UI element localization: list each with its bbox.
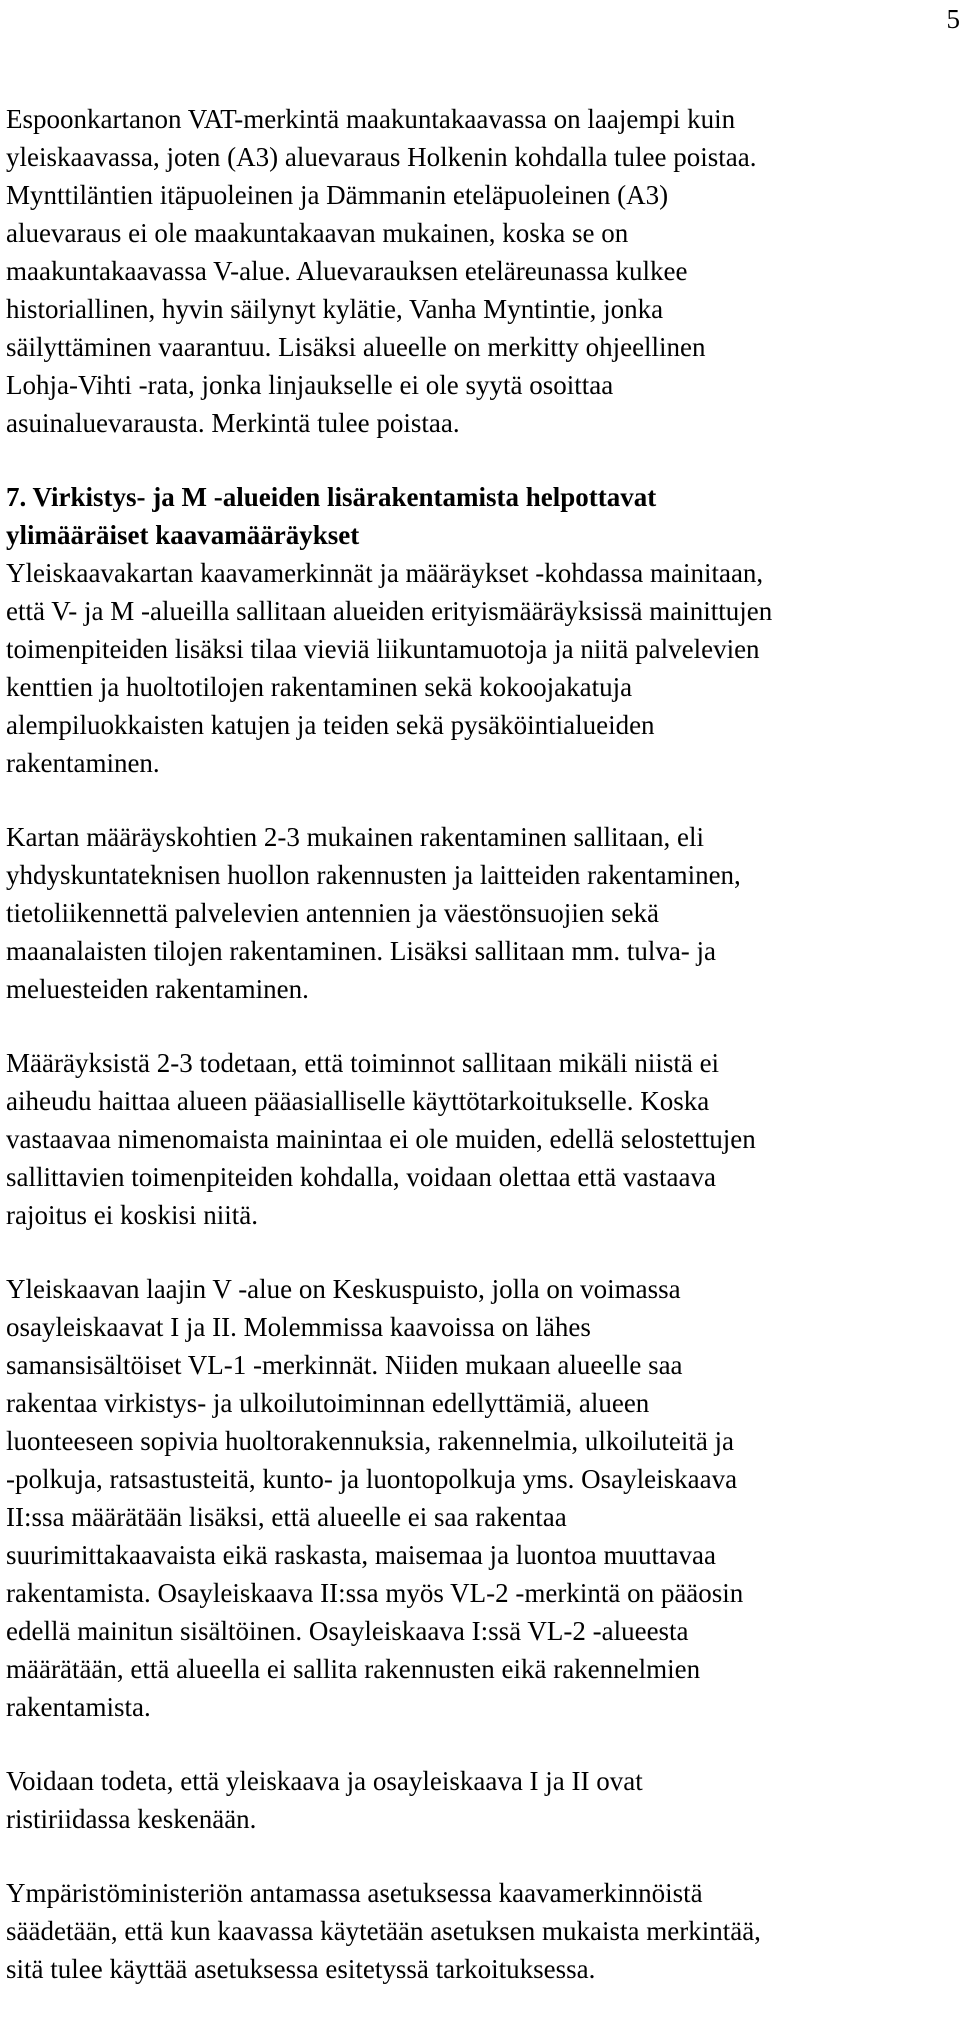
paragraph-gap [6, 1726, 950, 1762]
paragraph-gap [6, 1008, 950, 1044]
paragraph-espoonkartano: Espoonkartanon VAT-merkintä maakuntakaavassa on laajempi kuin yleiskaavassa, joten (A3) aluevaraus Holkenin kohdalla tulee poistaa. Mynttiläntien itäpuoleinen ja Dämmanin eteläpuoleinen (A3) aluevaraus ei ole maakuntakaavan mukainen, koska se on maakuntakaavassa V-alue. Aluevarauksen eteläreunassa kulkee historiallinen, hyvin säilynyt kylätie, Vanha Myntintie, jonka säilyttäminen vaarantuu. Lisäksi alueelle on merkitty ohjeellinen Lohja-Vihti -rata, jonka linjaukselle ei ole syytä osoittaa asuinaluevarausta. Merkintä tulee poistaa. [6, 104, 757, 438]
paragraph-gap [6, 1838, 950, 1874]
paragraph-gap [6, 782, 950, 818]
paragraph-gap [6, 1234, 950, 1270]
paragraph-keskuspuisto: Yleiskaavan laajin V -alue on Keskuspuisto, jolla on voimassa osayleiskaavat I ja II. Molemmissa kaavoissa on lähes samansisältöiset VL-1 -merkinnät. Niiden mukaan alueelle saa rakentaa virkistys- ja ulkoilutoiminnan edellyttämiä, alueen luonteeseen sopivia huoltorakennuksia, rakennelmia, ulkoiluteitä ja -polkuja, ratsastusteitä, kunto- ja luontopolkuja yms. Osayleiskaava II:ssa määrätään lisäksi, että alueelle ei saa rakentaa suurimittakaavaista eikä raskasta, maisemaa ja luontoa muuttavaa rakentamista. Osayleiskaava II:ssa myös VL-2 -merkintä on pääosin edellä mainitun sisältöinen. Osayleiskaava I:ssä VL-2 -alueesta määrätään, että alueella ei sallita rakennusten eikä rakennelmien rakentamista. [6, 1274, 744, 1722]
paragraph-asetus: Ympäristöministeriön antamassa asetuksessa kaavamerkinnöistä säädetään, että kun kaavassa käytetään asetuksen mukaista merkintää, sitä tulee käyttää asetuksessa esitetyssä tarkoituksessa. [6, 1878, 761, 1984]
paragraph-maarayskohdat: Kartan määräyskohtien 2-3 mukainen rakentaminen sallitaan, eli yhdyskuntateknisen huollon rakennusten ja laitteiden rakentaminen, tietoliikennettä palvelevien antennien ja väestönsuojien sekä maanalaisten tilojen rakentaminen. Lisäksi sallitaan mm. tulva- ja meluesteiden rakentaminen. [6, 822, 741, 1004]
paragraph-ristiriita: Voidaan todeta, että yleiskaava ja osayleiskaava I ja II ovat ristiriidassa keskenään. [6, 1766, 643, 1834]
document-body [6, 100, 950, 1988]
paragraph-maarayksista: Määräyksistä 2-3 todetaan, että toiminnot sallitaan mikäli niistä ei aiheudu haittaa alueen pääasialliselle käyttötarkoitukselle. Koska vastaavaa nimenomaista mainintaa ei ole muiden, edellä selostettujen sallittavien toimenpiteiden kohdalla, voidaan olettaa että vastaava rajoitus ei koskisi niitä. [6, 1048, 756, 1230]
paragraph-kaavamerkinnat: Yleiskaavakartan kaavamerkinnät ja määräykset -kohdassa mainitaan, että V- ja M -alueilla sallitaan alueiden erityismääräyksissä mainittujen toimenpiteiden lisäksi tilaa vieviä liikuntamuotoja ja niitä palvelevien kenttien ja huoltotilojen rakentaminen sekä kokoojakatuja alempiluokkaisten katujen ja teiden sekä pysäköintialueiden rakentaminen. [6, 558, 773, 778]
paragraph-gap [6, 442, 950, 478]
section-heading-7: 7. Virkistys- ja M -alueiden lisärakentamista helpottavat ylimääräiset kaavamääräykset [6, 482, 657, 550]
page-number: 5 [946, 4, 960, 34]
